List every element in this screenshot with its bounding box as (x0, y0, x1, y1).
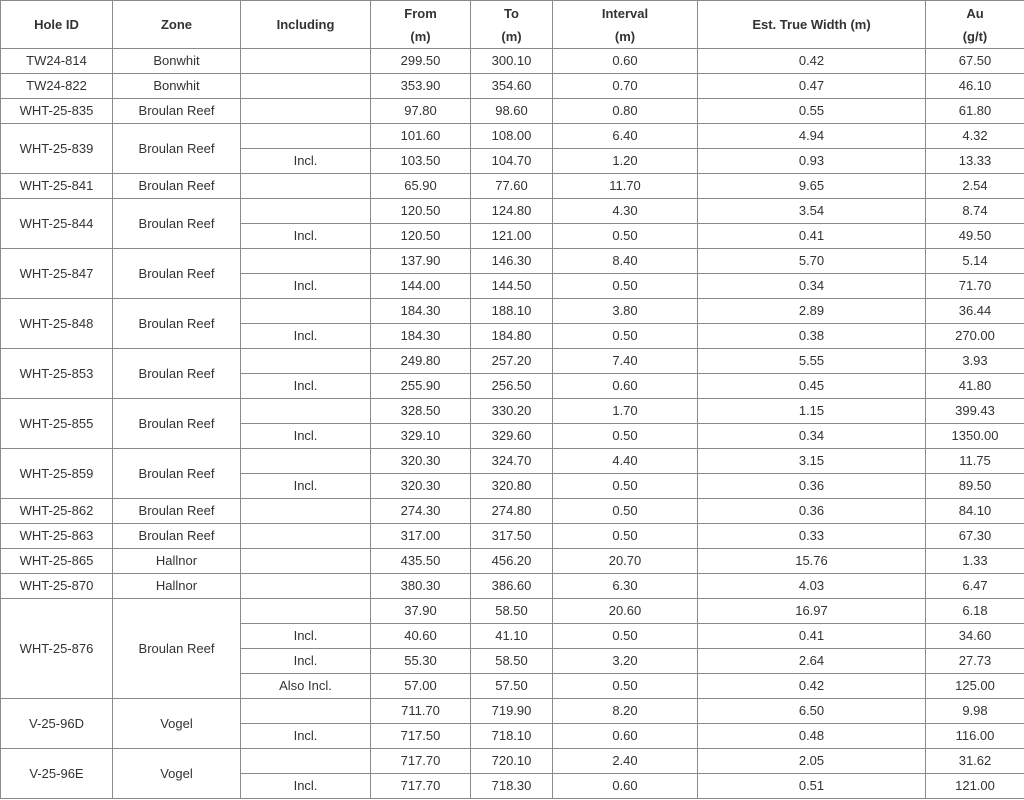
cell-including (241, 399, 371, 424)
cell-zone: Hallnor (113, 549, 241, 574)
cell-from: 717.50 (371, 724, 471, 749)
cell-from: 380.30 (371, 574, 471, 599)
cell-to: 320.80 (471, 474, 553, 499)
cell-true-width: 0.33 (698, 524, 926, 549)
cell-interval: 0.50 (553, 274, 698, 299)
cell-hole-id: V-25-96E (1, 749, 113, 799)
cell-true-width: 3.54 (698, 199, 926, 224)
cell-including: Incl. (241, 724, 371, 749)
cell-to: 188.10 (471, 299, 553, 324)
cell-true-width: 0.34 (698, 424, 926, 449)
table-body (1, 49, 1024, 799)
cell-hole-id: TW24-822 (1, 74, 113, 99)
cell-interval: 0.60 (553, 724, 698, 749)
cell-from: 101.60 (371, 124, 471, 149)
cell-interval: 8.40 (553, 249, 698, 274)
cell-interval: 8.20 (553, 699, 698, 724)
cell-true-width: 0.93 (698, 149, 926, 174)
cell-from: 120.50 (371, 224, 471, 249)
header-to-label: To (504, 5, 519, 21)
cell-true-width: 6.50 (698, 699, 926, 724)
cell-from: 65.90 (371, 174, 471, 199)
cell-true-width: 3.15 (698, 449, 926, 474)
cell-au: 13.33 (926, 149, 1024, 174)
cell-au: 9.98 (926, 699, 1024, 724)
cell-from: 184.30 (371, 324, 471, 349)
cell-to: 317.50 (471, 524, 553, 549)
table-row (1, 74, 1024, 99)
table-row (1, 699, 1024, 724)
cell-interval: 3.80 (553, 299, 698, 324)
cell-including: Incl. (241, 624, 371, 649)
cell-to: 108.00 (471, 124, 553, 149)
cell-interval: 0.50 (553, 524, 698, 549)
cell-interval: 0.50 (553, 674, 698, 699)
cell-including (241, 574, 371, 599)
cell-zone: Broulan Reef (113, 299, 241, 349)
cell-to: 719.90 (471, 699, 553, 724)
table-row (1, 574, 1024, 599)
header-au-label: Au (966, 5, 984, 21)
cell-au: 125.00 (926, 674, 1024, 699)
cell-from: 137.90 (371, 249, 471, 274)
cell-au: 46.10 (926, 74, 1024, 99)
cell-true-width: 0.41 (698, 624, 926, 649)
cell-from: 328.50 (371, 399, 471, 424)
cell-including (241, 74, 371, 99)
cell-hole-id: WHT-25-859 (1, 449, 113, 499)
table-row (1, 349, 1024, 374)
cell-zone: Broulan Reef (113, 524, 241, 549)
header-zone: Zone (113, 1, 241, 49)
header-interval-label: Interval (601, 5, 649, 21)
cell-including (241, 699, 371, 724)
cell-to: 720.10 (471, 749, 553, 774)
cell-to: 456.20 (471, 549, 553, 574)
header-hole-id: Hole ID (1, 1, 113, 49)
header-including: Including (241, 1, 371, 49)
header-true-width: Est. True Width (m) (698, 1, 926, 49)
cell-true-width: 0.45 (698, 374, 926, 399)
cell-interval: 0.50 (553, 499, 698, 524)
header-to-unit: (m) (501, 28, 522, 44)
cell-true-width: 0.36 (698, 499, 926, 524)
cell-including (241, 174, 371, 199)
cell-interval: 0.60 (553, 49, 698, 74)
header-from-unit: (m) (410, 28, 431, 44)
table-row (1, 49, 1024, 74)
header-to (471, 1, 553, 49)
cell-including (241, 524, 371, 549)
cell-true-width: 1.15 (698, 399, 926, 424)
cell-interval: 20.70 (553, 549, 698, 574)
cell-including (241, 549, 371, 574)
cell-au: 116.00 (926, 724, 1024, 749)
cell-from: 184.30 (371, 299, 471, 324)
cell-au: 34.60 (926, 624, 1024, 649)
cell-zone: Broulan Reef (113, 124, 241, 174)
cell-to: 300.10 (471, 49, 553, 74)
cell-au: 31.62 (926, 749, 1024, 774)
cell-au: 2.54 (926, 174, 1024, 199)
cell-to: 41.10 (471, 624, 553, 649)
cell-au: 1350.00 (926, 424, 1024, 449)
cell-au: 3.93 (926, 349, 1024, 374)
cell-au: 67.30 (926, 524, 1024, 549)
cell-interval: 0.70 (553, 74, 698, 99)
cell-au: 4.32 (926, 124, 1024, 149)
cell-to: 144.50 (471, 274, 553, 299)
cell-au: 5.14 (926, 249, 1024, 274)
cell-from: 57.00 (371, 674, 471, 699)
cell-zone: Broulan Reef (113, 599, 241, 699)
cell-interval: 20.60 (553, 599, 698, 624)
cell-zone: Broulan Reef (113, 399, 241, 449)
cell-interval: 11.70 (553, 174, 698, 199)
cell-including: Incl. (241, 274, 371, 299)
cell-interval: 0.50 (553, 224, 698, 249)
cell-to: 256.50 (471, 374, 553, 399)
cell-true-width: 0.34 (698, 274, 926, 299)
cell-zone: Broulan Reef (113, 249, 241, 299)
cell-true-width: 2.89 (698, 299, 926, 324)
cell-to: 274.80 (471, 499, 553, 524)
cell-including: Incl. (241, 224, 371, 249)
header-au (926, 1, 1024, 49)
cell-interval: 1.20 (553, 149, 698, 174)
cell-hole-id: TW24-814 (1, 49, 113, 74)
cell-au: 67.50 (926, 49, 1024, 74)
cell-interval: 2.40 (553, 749, 698, 774)
cell-zone: Bonwhit (113, 74, 241, 99)
cell-hole-id: WHT-25-863 (1, 524, 113, 549)
cell-from: 120.50 (371, 199, 471, 224)
cell-zone: Broulan Reef (113, 499, 241, 524)
cell-to: 718.30 (471, 774, 553, 799)
cell-true-width: 0.47 (698, 74, 926, 99)
cell-from: 320.30 (371, 474, 471, 499)
cell-true-width: 9.65 (698, 174, 926, 199)
cell-zone: Broulan Reef (113, 449, 241, 499)
cell-zone: Broulan Reef (113, 199, 241, 249)
cell-interval: 3.20 (553, 649, 698, 674)
cell-zone: Vogel (113, 749, 241, 799)
cell-au: 270.00 (926, 324, 1024, 349)
header-from-label: From (404, 5, 437, 21)
cell-including (241, 449, 371, 474)
cell-including: Incl. (241, 324, 371, 349)
cell-from: 320.30 (371, 449, 471, 474)
cell-zone: Bonwhit (113, 49, 241, 74)
cell-true-width: 0.38 (698, 324, 926, 349)
cell-hole-id: WHT-25-870 (1, 574, 113, 599)
cell-au: 27.73 (926, 649, 1024, 674)
table-row (1, 299, 1024, 324)
cell-interval: 4.30 (553, 199, 698, 224)
cell-true-width: 4.03 (698, 574, 926, 599)
cell-true-width: 0.51 (698, 774, 926, 799)
cell-true-width: 5.55 (698, 349, 926, 374)
cell-hole-id: WHT-25-848 (1, 299, 113, 349)
cell-hole-id: V-25-96D (1, 699, 113, 749)
cell-interval: 0.60 (553, 774, 698, 799)
cell-true-width: 0.42 (698, 674, 926, 699)
cell-hole-id: WHT-25-847 (1, 249, 113, 299)
cell-from: 144.00 (371, 274, 471, 299)
cell-from: 37.90 (371, 599, 471, 624)
cell-including (241, 249, 371, 274)
cell-from: 274.30 (371, 499, 471, 524)
cell-from: 353.90 (371, 74, 471, 99)
cell-interval: 0.50 (553, 324, 698, 349)
cell-to: 124.80 (471, 199, 553, 224)
table-row (1, 749, 1024, 774)
table-row (1, 199, 1024, 224)
cell-from: 103.50 (371, 149, 471, 174)
cell-interval: 4.40 (553, 449, 698, 474)
table-row (1, 524, 1024, 549)
cell-au: 1.33 (926, 549, 1024, 574)
cell-interval: 0.50 (553, 424, 698, 449)
cell-from: 717.70 (371, 749, 471, 774)
cell-zone: Broulan Reef (113, 349, 241, 399)
cell-from: 97.80 (371, 99, 471, 124)
table-row (1, 174, 1024, 199)
cell-including (241, 49, 371, 74)
cell-from: 711.70 (371, 699, 471, 724)
table-row (1, 399, 1024, 424)
cell-au: 49.50 (926, 224, 1024, 249)
cell-to: 77.60 (471, 174, 553, 199)
cell-interval: 0.80 (553, 99, 698, 124)
cell-including: Incl. (241, 374, 371, 399)
cell-au: 121.00 (926, 774, 1024, 799)
cell-true-width: 0.48 (698, 724, 926, 749)
cell-au: 61.80 (926, 99, 1024, 124)
cell-to: 386.60 (471, 574, 553, 599)
cell-including (241, 299, 371, 324)
header-row (1, 1, 1024, 49)
cell-from: 717.70 (371, 774, 471, 799)
table-row (1, 249, 1024, 274)
table-row (1, 549, 1024, 574)
cell-zone: Hallnor (113, 574, 241, 599)
cell-to: 324.70 (471, 449, 553, 474)
cell-including (241, 124, 371, 149)
header-au-unit: (g/t) (962, 28, 988, 44)
cell-true-width: 5.70 (698, 249, 926, 274)
cell-from: 40.60 (371, 624, 471, 649)
cell-true-width: 0.55 (698, 99, 926, 124)
cell-to: 354.60 (471, 74, 553, 99)
cell-true-width: 0.42 (698, 49, 926, 74)
cell-to: 330.20 (471, 399, 553, 424)
cell-au: 41.80 (926, 374, 1024, 399)
table-row (1, 599, 1024, 624)
cell-to: 718.10 (471, 724, 553, 749)
cell-to: 104.70 (471, 149, 553, 174)
cell-true-width: 0.41 (698, 224, 926, 249)
cell-au: 6.18 (926, 599, 1024, 624)
cell-including (241, 349, 371, 374)
cell-including: Incl. (241, 424, 371, 449)
cell-including (241, 749, 371, 774)
cell-from: 55.30 (371, 649, 471, 674)
cell-including (241, 99, 371, 124)
cell-au: 11.75 (926, 449, 1024, 474)
cell-hole-id: WHT-25-844 (1, 199, 113, 249)
cell-including (241, 499, 371, 524)
cell-interval: 7.40 (553, 349, 698, 374)
header-interval (553, 1, 698, 49)
cell-from: 249.80 (371, 349, 471, 374)
cell-to: 184.80 (471, 324, 553, 349)
cell-interval: 0.60 (553, 374, 698, 399)
cell-zone: Broulan Reef (113, 99, 241, 124)
cell-interval: 6.40 (553, 124, 698, 149)
cell-from: 435.50 (371, 549, 471, 574)
header-interval-unit: (m) (614, 28, 636, 44)
cell-including (241, 199, 371, 224)
cell-hole-id: WHT-25-862 (1, 499, 113, 524)
table-row (1, 449, 1024, 474)
cell-au: 89.50 (926, 474, 1024, 499)
cell-true-width: 4.94 (698, 124, 926, 149)
cell-au: 36.44 (926, 299, 1024, 324)
cell-including: Incl. (241, 649, 371, 674)
cell-true-width: 2.05 (698, 749, 926, 774)
cell-au: 399.43 (926, 399, 1024, 424)
cell-to: 57.50 (471, 674, 553, 699)
cell-from: 317.00 (371, 524, 471, 549)
cell-true-width: 2.64 (698, 649, 926, 674)
cell-interval: 6.30 (553, 574, 698, 599)
cell-hole-id: WHT-25-841 (1, 174, 113, 199)
cell-hole-id: WHT-25-865 (1, 549, 113, 574)
cell-including: Incl. (241, 149, 371, 174)
cell-interval: 1.70 (553, 399, 698, 424)
cell-to: 257.20 (471, 349, 553, 374)
cell-including: Incl. (241, 774, 371, 799)
cell-hole-id: WHT-25-876 (1, 599, 113, 699)
cell-interval: 0.50 (553, 474, 698, 499)
cell-au: 71.70 (926, 274, 1024, 299)
header-from (371, 1, 471, 49)
cell-to: 58.50 (471, 599, 553, 624)
cell-from: 255.90 (371, 374, 471, 399)
cell-including: Incl. (241, 474, 371, 499)
cell-from: 299.50 (371, 49, 471, 74)
cell-interval: 0.50 (553, 624, 698, 649)
cell-au: 84.10 (926, 499, 1024, 524)
cell-hole-id: WHT-25-835 (1, 99, 113, 124)
cell-to: 121.00 (471, 224, 553, 249)
cell-true-width: 15.76 (698, 549, 926, 574)
cell-zone: Broulan Reef (113, 174, 241, 199)
cell-true-width: 0.36 (698, 474, 926, 499)
cell-to: 329.60 (471, 424, 553, 449)
cell-zone: Vogel (113, 699, 241, 749)
table-row (1, 99, 1024, 124)
cell-au: 6.47 (926, 574, 1024, 599)
cell-hole-id: WHT-25-855 (1, 399, 113, 449)
cell-including: Also Incl. (241, 674, 371, 699)
cell-from: 329.10 (371, 424, 471, 449)
cell-au: 8.74 (926, 199, 1024, 224)
cell-to: 98.60 (471, 99, 553, 124)
cell-hole-id: WHT-25-839 (1, 124, 113, 174)
cell-including (241, 599, 371, 624)
cell-to: 146.30 (471, 249, 553, 274)
table-header (1, 1, 1024, 49)
table-row (1, 499, 1024, 524)
table-row (1, 124, 1024, 149)
cell-true-width: 16.97 (698, 599, 926, 624)
cell-hole-id: WHT-25-853 (1, 349, 113, 399)
cell-to: 58.50 (471, 649, 553, 674)
